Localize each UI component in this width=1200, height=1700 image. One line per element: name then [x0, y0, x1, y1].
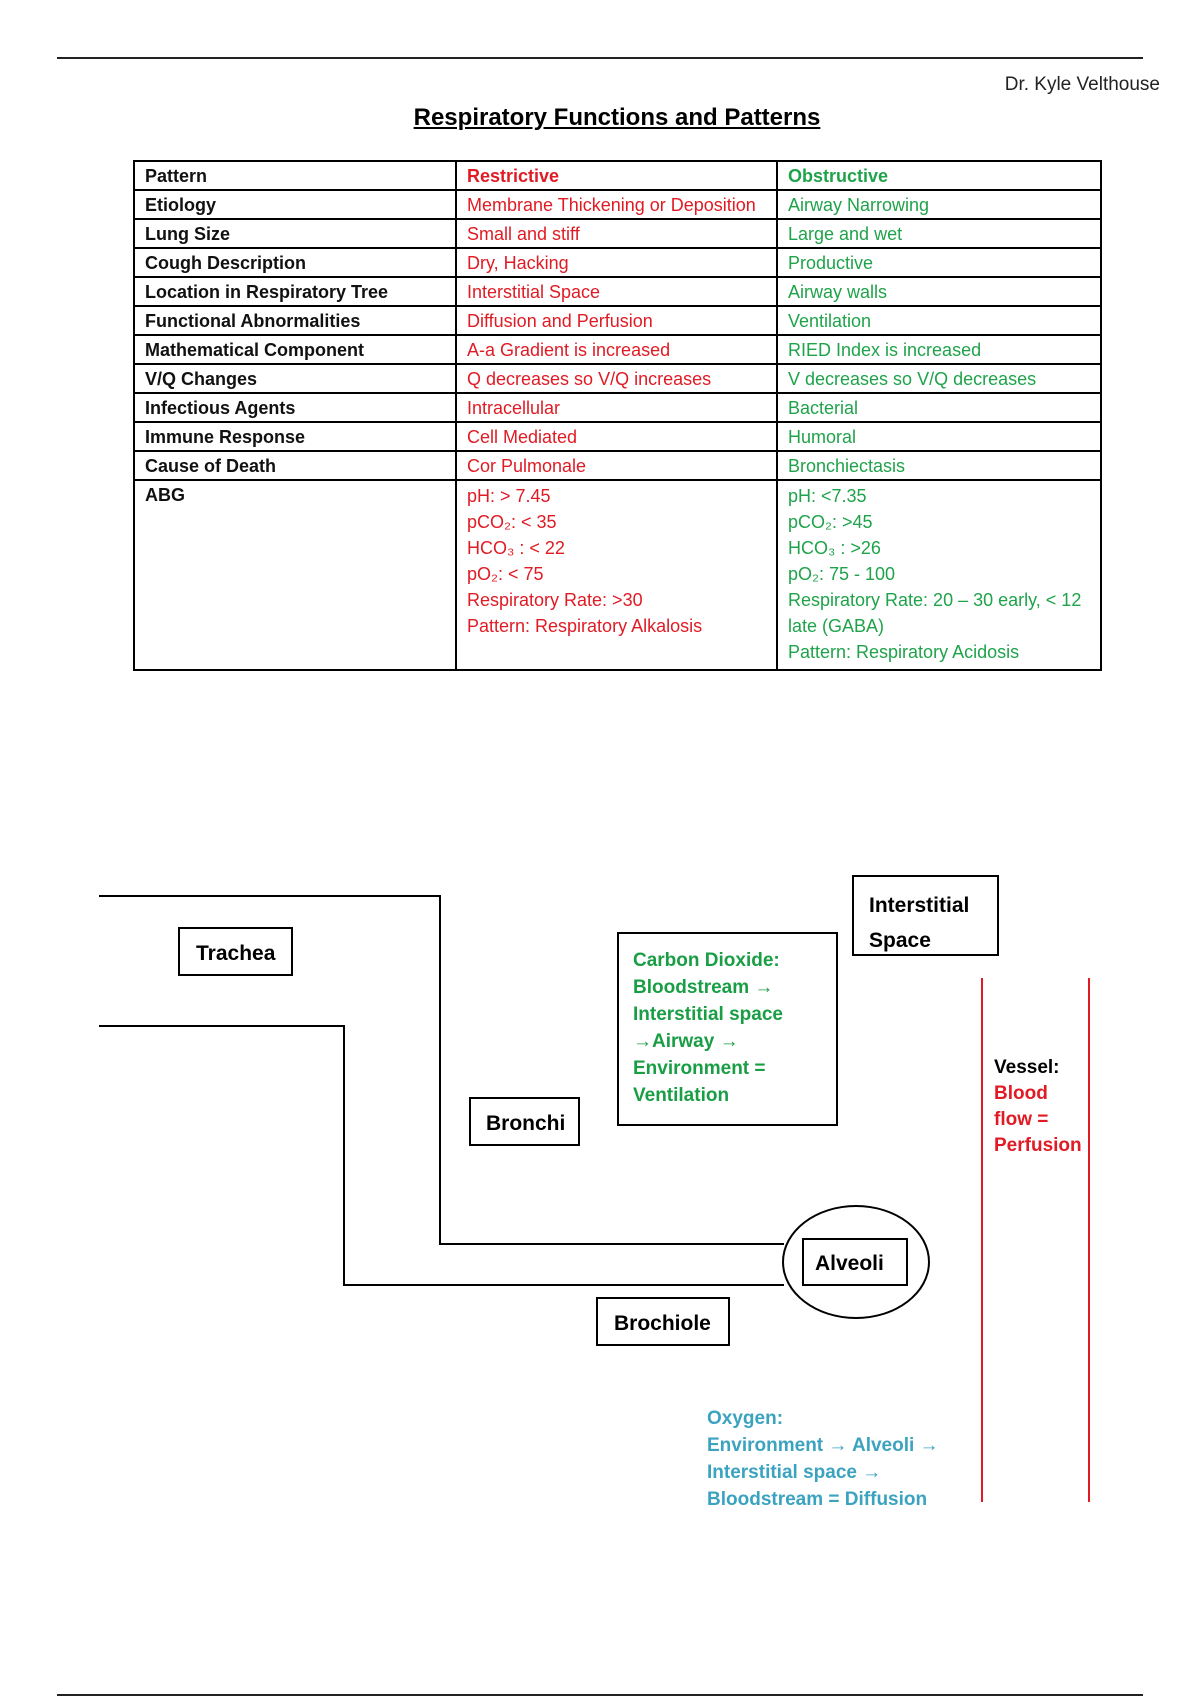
table-row-abg [134, 480, 1101, 670]
obstructive-cell: Productive [777, 248, 1101, 277]
row-label: Etiology [134, 190, 456, 219]
oxygen-diffusion-text [707, 1405, 939, 1513]
header-obstructive: Obstructive [777, 161, 1101, 190]
obstructive-cell: RIED Index is increased [777, 335, 1101, 364]
obstructive-cell: Bronchiectasis [777, 451, 1101, 480]
row-label: Mathematical Component [134, 335, 456, 364]
obstructive-cell: Airway walls [777, 277, 1101, 306]
vessel-line: Perfusion [994, 1135, 1082, 1156]
row-label: Infectious Agents [134, 393, 456, 422]
row-label: ABG [134, 480, 456, 670]
abg-value: HCO₃ : < 22 [467, 538, 565, 558]
row-label: V/Q Changes [134, 364, 456, 393]
restrictive-cell: Diffusion and Perfusion [456, 306, 777, 335]
vessel-line: flow = [994, 1109, 1049, 1130]
row-label: Cause of Death [134, 451, 456, 480]
bottom-rule [57, 1694, 1143, 1696]
obstructive-cell: Humoral [777, 422, 1101, 451]
trachea-upper-wall [99, 895, 441, 897]
table-row [134, 393, 1101, 422]
header-pattern: Pattern [134, 161, 456, 190]
table-row [134, 422, 1101, 451]
restrictive-cell: Intracellular [456, 393, 777, 422]
table-row [134, 219, 1101, 248]
table-header-row [134, 161, 1101, 190]
pattern-table-body [134, 161, 1101, 670]
table-row [134, 306, 1101, 335]
row-label: Lung Size [134, 219, 456, 248]
oxygen-line: Interstitial space → [707, 1462, 882, 1483]
row-label: Functional Abnormalities [134, 306, 456, 335]
table-row [134, 451, 1101, 480]
bronchi-right-wall [439, 895, 441, 1245]
trachea-lower-wall [99, 1025, 345, 1027]
obstructive-cell: Ventilation [777, 306, 1101, 335]
restrictive-abg-cell [456, 480, 777, 670]
table-row [134, 277, 1101, 306]
vessel-right-wall [1088, 978, 1090, 1502]
abg-value: pH: > 7.45 [467, 486, 551, 506]
co2-line: Interstitial space [633, 1004, 783, 1025]
table-row [134, 335, 1101, 364]
co2-ventilation-box [617, 932, 838, 1126]
abg-value: HCO₃ : >26 [788, 538, 881, 558]
table-row [134, 364, 1101, 393]
obstructive-cell: Airway Narrowing [777, 190, 1101, 219]
top-rule [57, 57, 1143, 59]
author-name: Dr. Kyle Velthouse [1004, 74, 1160, 95]
table-row [134, 248, 1101, 277]
abg-value: pH: <7.35 [788, 486, 867, 506]
obstructive-cell: Bacterial [777, 393, 1101, 422]
restrictive-cell: Q decreases so V/Q increases [456, 364, 777, 393]
table-row [134, 190, 1101, 219]
brochiole-label: Brochiole [596, 1297, 730, 1346]
restrictive-cell: Small and stiff [456, 219, 777, 248]
header-restrictive: Restrictive [456, 161, 777, 190]
co2-line: Environment = [633, 1058, 766, 1079]
obstructive-abg-cell [777, 480, 1101, 670]
co2-line: Ventilation [633, 1085, 730, 1106]
alveoli-label: Alveoli [802, 1238, 908, 1286]
abg-value: pCO₂: >45 [788, 512, 873, 532]
row-label: Location in Respiratory Tree [134, 277, 456, 306]
bronchi-label: Bronchi [469, 1097, 580, 1146]
airway-lower-wall [343, 1284, 784, 1286]
row-label: Immune Response [134, 422, 456, 451]
row-label: Cough Description [134, 248, 456, 277]
restrictive-cell: Membrane Thickening or Deposition [456, 190, 777, 219]
vessel-label [994, 1055, 1082, 1159]
interstitial-space-label [852, 875, 999, 956]
co2-line: Carbon Dioxide: [633, 950, 780, 971]
obstructive-cell: Large and wet [777, 219, 1101, 248]
abg-value: Respiratory Rate: 20 – 30 early, < 12 late (GABA) [788, 590, 1082, 636]
co2-line: Bloodstream → [633, 977, 774, 998]
abg-value: pO₂: 75 - 100 [788, 564, 896, 584]
oxygen-line: Environment → Alveoli → [707, 1435, 939, 1456]
restrictive-cell: Dry, Hacking [456, 248, 777, 277]
abg-value: pCO₂: < 35 [467, 512, 557, 532]
restrictive-cell: A-a Gradient is increased [456, 335, 777, 364]
vessel-left-wall [981, 978, 983, 1502]
abg-value: Pattern: Respiratory Acidosis [788, 642, 1020, 662]
vessel-line: Blood [994, 1083, 1048, 1104]
airway-upper-wall [439, 1243, 784, 1245]
restrictive-cell: Cor Pulmonale [456, 451, 777, 480]
restrictive-cell: Cell Mediated [456, 422, 777, 451]
pattern-table [133, 160, 1102, 671]
abg-value: Pattern: Respiratory Alkalosis [467, 616, 703, 636]
bronchi-left-wall [343, 1025, 345, 1286]
co2-line: →Airway → [633, 1031, 739, 1052]
restrictive-cell: Interstitial Space [456, 277, 777, 306]
vessel-title: Vessel: [994, 1057, 1060, 1078]
page-title: Respiratory Functions and Patterns [413, 104, 821, 131]
interstitial-line-2: Space [869, 929, 931, 952]
abg-value: Respiratory Rate: >30 [467, 590, 643, 610]
oxygen-line: Oxygen: [707, 1408, 784, 1429]
interstitial-line-1: Interstitial [869, 894, 970, 917]
oxygen-line: Bloodstream = Diffusion [707, 1489, 928, 1510]
obstructive-cell: V decreases so V/Q decreases [777, 364, 1101, 393]
abg-value: pO₂: < 75 [467, 564, 544, 584]
trachea-label: Trachea [178, 927, 293, 976]
